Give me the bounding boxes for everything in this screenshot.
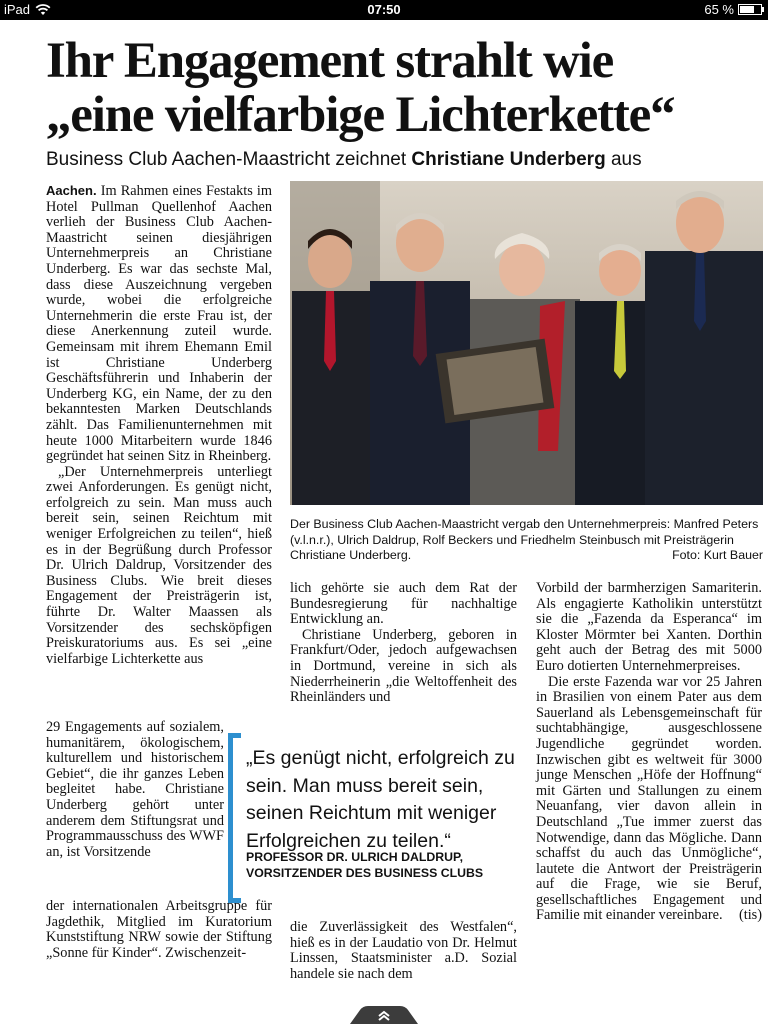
dateline: Aachen. (46, 183, 97, 198)
article-column-3 (536, 581, 762, 924)
article-column-2 (290, 581, 517, 706)
caption-text: Der Business Club Aachen-Maastricht vergab den Unternehmerpreis: Manfred Peters (v.l.n.r.), Ulrich Daldrup, Rolf Beckers und Friedhelm Steinbusch mit Preisträgerin Christiane Underberg. (290, 517, 759, 562)
device-label: iPad (4, 2, 31, 17)
quote-bracket (228, 733, 241, 903)
quote-author-line-1: PROFESSOR DR. ULRICH DALDRUP, (246, 850, 464, 864)
article-column-1-narrow (46, 720, 224, 860)
battery-level (740, 6, 754, 13)
headline-line-1: Ihr Engagement strahlt wie (46, 33, 614, 89)
paragraph-5: Vorbild der barmherzigen Samariterin. Als engagierte Katholikin unterstützt sie die „Fazenda da Esperanca“ im Kloster Mörmter bei Xanten. Dorthin geht auch der Betrag des mit 5000 Euro dotierten Unternehmerpreises. (536, 580, 762, 674)
headline-line-2: „eine vielfarbige Lichterkette“ (46, 87, 675, 143)
status-bar (0, 0, 768, 20)
subhead-end: aus (610, 149, 642, 170)
paragraph-4-end: die Zuverlässigkeit des Westfalen“, hieß es in der Laudatio von Dr. Helmut Linssen, Staatsminister a.D. Sozial handele sie nach dem (290, 919, 517, 982)
pull-quote (228, 733, 528, 898)
quote-author-line-2: VORSITZENDER DES BUSINESS CLUBS (246, 865, 484, 880)
battery-icon (738, 4, 762, 15)
article-column-1 (46, 183, 272, 667)
paragraph-4: Christiane Underberg, geboren in Frankfurt/Oder, jedoch aufgewachsen in Dortmund, vereine in sich als Niederrheinerin „die Weltoffenheit des Rheinländers und (290, 626, 517, 706)
paragraph-2-continued: 29 Engagements auf sozialem, humanitärem, ökologischem, kulturellem und historischem Gebiet“, die ihr ganzes Leben begleitet habe. Christiane Underberg gehört unter anderem dem Stiftungsrat und Programmausschuss des WWF an, ist Vorsitzende (46, 719, 224, 860)
author-sign: (tis) (738, 907, 762, 924)
article-column-1-bottom (46, 899, 272, 961)
chevron-up-icon[interactable] (350, 1006, 418, 1024)
battery-percent: 65 % (704, 2, 734, 17)
subhead-name: Christiane Underberg (411, 149, 606, 170)
paragraph-1 (46, 183, 272, 465)
paragraph-6-text: Die erste Fazenda war vor 25 Jahren in Brasilien von einem Pater aus dem Sauerland als Lebensgemeinschaft für suchtabhängige, ausgeschlossene Jugendliche gegründet worden. Inzwischen gibt es weltweit für 3000 junge Menschen „Höfe der Hoffnung“ mit Gärten und Stallungen zu einem Neuanfang, vier davon allein in Deutschland „Tue immer zuerst das Notwendige, dann das Mögliche. Dann schaffst du auch das Unmögliche“, lautete die Antwort der Preisträgerin auf die Frage, wie sie Beruf, gesellschaftliches Engagement und Familie mit einander vereinbare. (536, 673, 762, 924)
paragraph-1-text: Im Rahmen eines Festakts im Hotel Pullman Quellenhof Aachen verlieh der Business Club Aachen-Maastricht seinen diesjährigen Unternehmerpreis an Christiane Underberg. Es war das sechste Mal, dass diese Auszeichnung vergeben wurde, wobei die erfolgreiche Unternehmerin die erste Frau ist, der diese Anerkennung zuteil wurde. Gemeinsam mit ihrem Ehemann Emil ist Christiane Underberg Geschäftsführerin und Inhaberin der Underberg KG, ein Name, der zu den bekanntesten Marken Deutschlands zählt. Das Familienunternehmen mit heute 1000 Mitarbeitern wurde 1846 gegründet hat seinen Sitz in Rheinberg. (46, 183, 273, 465)
article-photo (290, 181, 763, 505)
paragraph-3: lich gehörte sie auch dem Rat der Bundesregierung für nachhaltige Entwicklung an. (290, 580, 517, 628)
status-right (704, 2, 762, 17)
clock: 07:50 (367, 2, 401, 17)
subhead-text: Business Club Aachen-Maastricht zeichnet (46, 149, 407, 170)
article-headline (46, 34, 746, 142)
photo-credit: Foto: Kurt Bauer (672, 548, 763, 562)
paragraph-6 (536, 675, 762, 925)
paragraph-2: „Der Unternehmerpreis unterliegt zwei Anforderungen. Es genügt nicht, erfolgreich zu sein. Man muss auch bereit sein, seinen Reichtum mit weniger Erfolgreichen zu teilen“, hieß es in der Begrüßung durch Professor Dr. Ulrich Daldrup, Vorsitzender des Business Clubs. Wie breit dieses Engagement der Preisträgerin ist, führte Dr. Walter Maassen als Vorsitzender des sechsköpfigen Preiskuratoriums aus. Es sei „eine vielfarbige Lichterkette aus (46, 463, 272, 667)
photo-caption (290, 517, 763, 564)
paragraph-2-end: der internationalen Arbeitsgruppe für Jagdethik, Mitglied im Kuratorium Kunststiftung NRW sowie der Stiftung „Sonne für Kinder“. Zwischenzeit- (46, 898, 272, 961)
article-column-2-bottom (290, 920, 517, 982)
award-ceremony-photo (290, 181, 763, 505)
article-subhead (46, 149, 642, 171)
quote-text: „Es genügt nicht, erfolgreich zu sein. Man muss bereit sein, seinen Reichtum mit weniger Erfolgreichen zu teilen.“ (246, 747, 515, 852)
quote-author (246, 850, 536, 881)
